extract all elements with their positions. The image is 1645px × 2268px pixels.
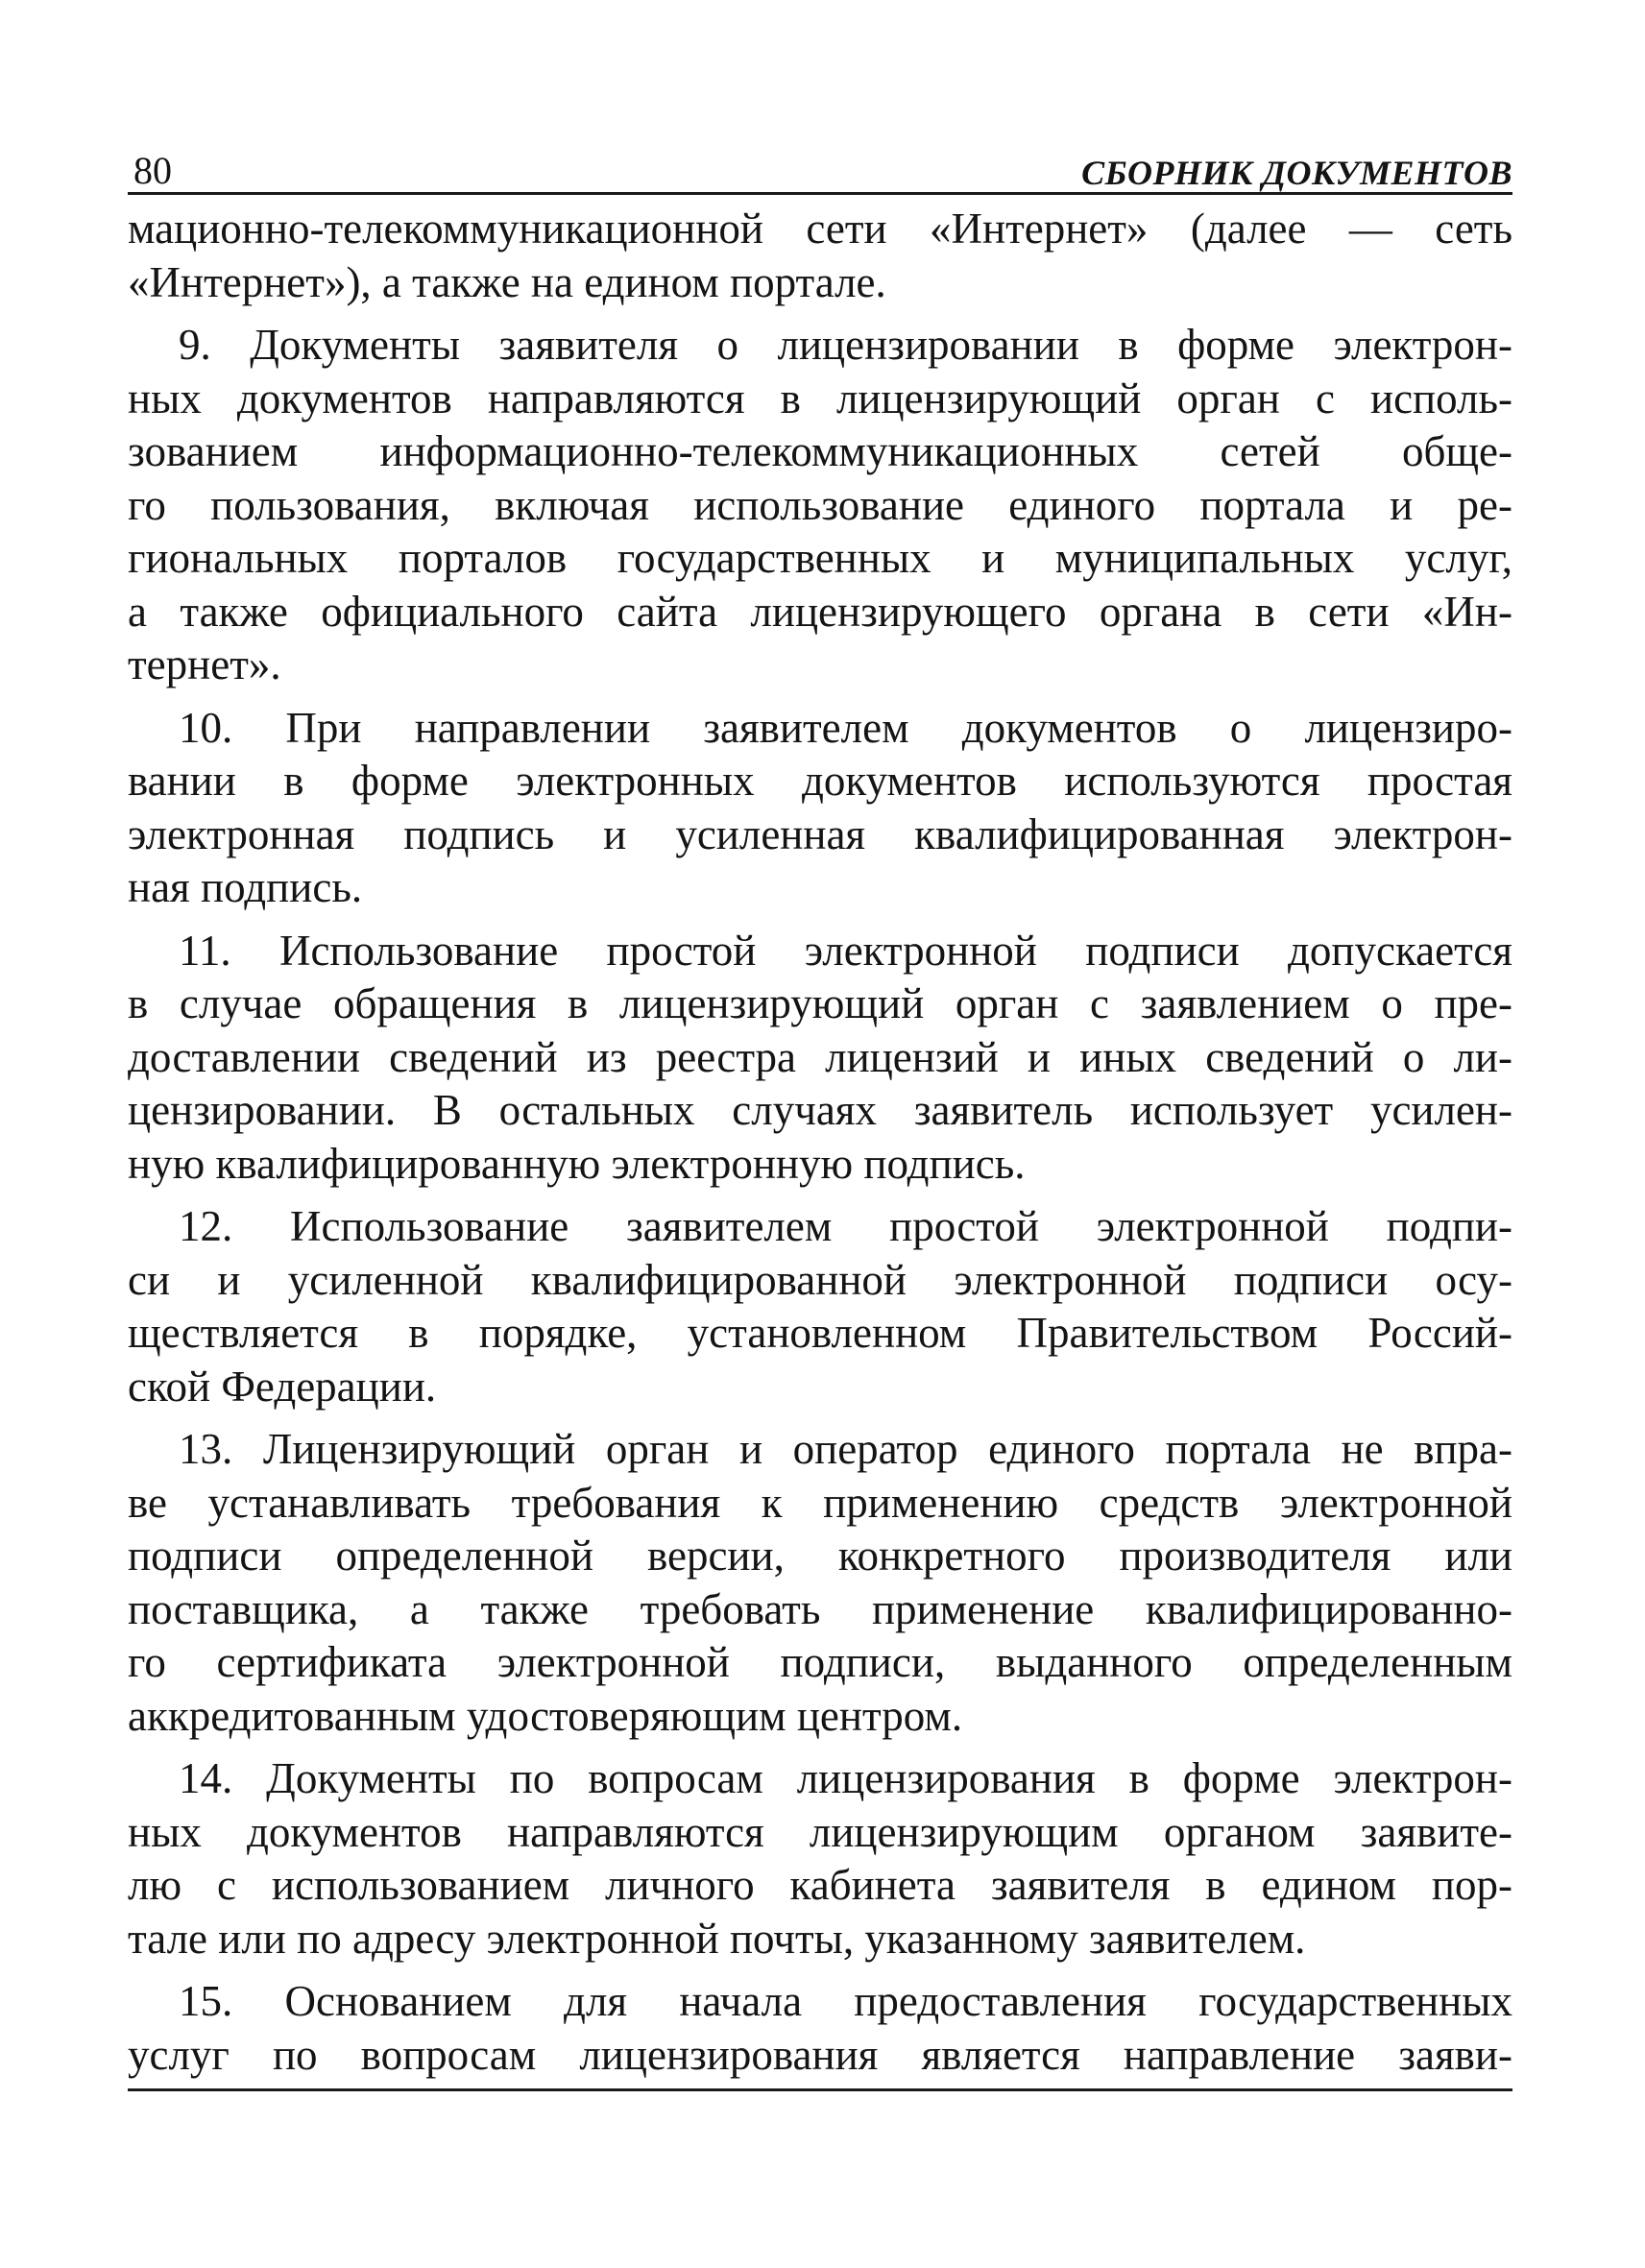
- text-line: тале или по адресу электронной почты, указанному заявителем.: [128, 1914, 1306, 1963]
- footer-rule: [128, 2088, 1512, 2091]
- text-line: 14. Документы по вопросам лицензирования в форме электрон-: [179, 1754, 1512, 1802]
- paragraph: [128, 1752, 1512, 1966]
- text-line: поставщика, а также требовать применение квалифицированно-: [128, 1584, 1512, 1633]
- text-line: 12. Использование заявителем простой электронной подпи-: [179, 1202, 1512, 1250]
- paragraph: [128, 1200, 1512, 1413]
- text-line: цензировании. В остальных случаях заявитель использует усилен-: [128, 1086, 1512, 1134]
- text-line: доставлении сведений из реестра лицензий и иных сведений о ли-: [128, 1032, 1512, 1081]
- text-line: мационно-телекоммуникационной сети «Интернет» (далее — сеть: [128, 205, 1512, 253]
- text-line: ных документов направляются в лицензирующий орган с исполь-: [128, 374, 1512, 422]
- text-line: услуг по вопросам лицензирования является направление заяви-: [128, 2030, 1512, 2079]
- running-header: [128, 144, 1512, 195]
- text-line: ную квалифицированную электронную подпись.: [128, 1139, 1026, 1188]
- paragraph: [128, 319, 1512, 692]
- text-line: ществляется в порядке, установленном Правительством Россий-: [128, 1309, 1512, 1357]
- text-line: аккредитованным удостоверяющим центром.: [128, 1691, 963, 1740]
- paragraph: [128, 702, 1512, 915]
- text-line: ная подпись.: [128, 863, 363, 911]
- text-line: ской Федерации.: [128, 1362, 437, 1411]
- text-line: 11. Использование простой электронной подписи допускается: [179, 926, 1512, 975]
- text-line: тернет».: [128, 640, 281, 688]
- text-line: «Интернет»), а также на едином портале.: [128, 257, 886, 306]
- text-line: го пользования, включая использование единого портала и ре-: [128, 480, 1512, 529]
- text-line: в случае обращения в лицензирующий орган с заявлением о пре-: [128, 979, 1512, 1027]
- text-line: 10. При направлении заявителем документов о лицензиро-: [179, 703, 1512, 752]
- book-page: [128, 144, 1512, 2091]
- paragraph: [128, 203, 1512, 309]
- text-line: вании в форме электронных документов используются простая: [128, 757, 1512, 805]
- text-line: си и усиленной квалифицированной электронной подписи осу-: [128, 1255, 1512, 1304]
- page-number: 80: [133, 149, 172, 192]
- text-line: лю с использованием личного кабинета заявителя в едином пор-: [128, 1861, 1512, 1909]
- text-line: 9. Документы заявителя о лицензировании в форме электрон-: [179, 321, 1512, 369]
- text-line: а также официального сайта лицензирующего органа в сети «Ин-: [128, 587, 1512, 636]
- text-line: 13. Лицензирующий орган и оператор единого портала не впра-: [179, 1425, 1512, 1473]
- paragraph: [128, 925, 1512, 1192]
- running-title: СБОРНИК ДОКУМЕНТОВ: [1081, 154, 1512, 192]
- paragraph: [128, 1423, 1512, 1743]
- page-body: [128, 203, 1512, 2082]
- text-line: го сертификата электронной подписи, выданного определенным: [128, 1638, 1512, 1686]
- text-line: подписи определенной версии, конкретного производителя или: [128, 1532, 1512, 1580]
- text-line: ве устанавливать требования к применению средств электронной: [128, 1478, 1512, 1527]
- text-line: гиональных порталов государственных и муниципальных услуг,: [128, 534, 1512, 582]
- text-line: зованием информационно-телекоммуникационных сетей обще-: [128, 427, 1512, 475]
- text-line: электронная подпись и усиленная квалифицированная электрон-: [128, 809, 1512, 858]
- paragraph: [128, 1975, 1512, 2082]
- text-line: ных документов направляются лицензирующим органом заявите-: [128, 1807, 1512, 1856]
- text-line: 15. Основанием для начала предоставления государственных: [179, 1977, 1512, 2025]
